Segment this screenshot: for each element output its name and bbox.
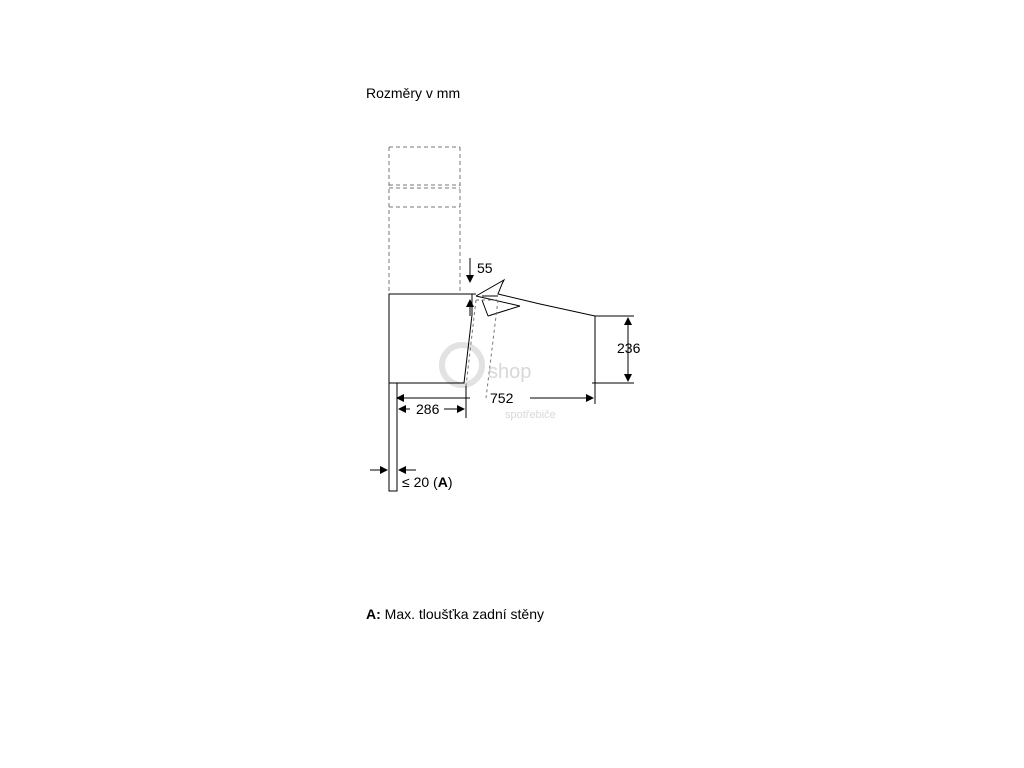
hood-body	[389, 294, 472, 383]
wall-prefix: ≤ 20 (	[402, 474, 438, 490]
footnote-text: Max. tloušťka zadní stěny	[380, 606, 544, 622]
dimension-236-label: 236	[617, 340, 641, 356]
wall-suffix: )	[447, 474, 453, 490]
dimension-55	[466, 258, 476, 316]
wall-mark: A	[437, 474, 448, 490]
dimension-wall-thickness-label	[402, 474, 453, 490]
hood-panel	[476, 280, 595, 316]
diagram-title: Rozměry v mm	[366, 85, 461, 101]
back-wall	[389, 383, 397, 491]
dimension-286-label: 286	[416, 401, 440, 417]
footnote-key: A:	[366, 606, 381, 622]
dimension-55-label: 55	[477, 260, 493, 276]
watermark-sub: spotřebiče	[505, 409, 556, 421]
dimension-752-label: 752	[490, 390, 514, 406]
watermark-brand: shop	[488, 361, 532, 383]
footnote	[366, 606, 544, 622]
watermark-logo-icon	[442, 345, 482, 385]
chimney-outline	[389, 147, 460, 294]
